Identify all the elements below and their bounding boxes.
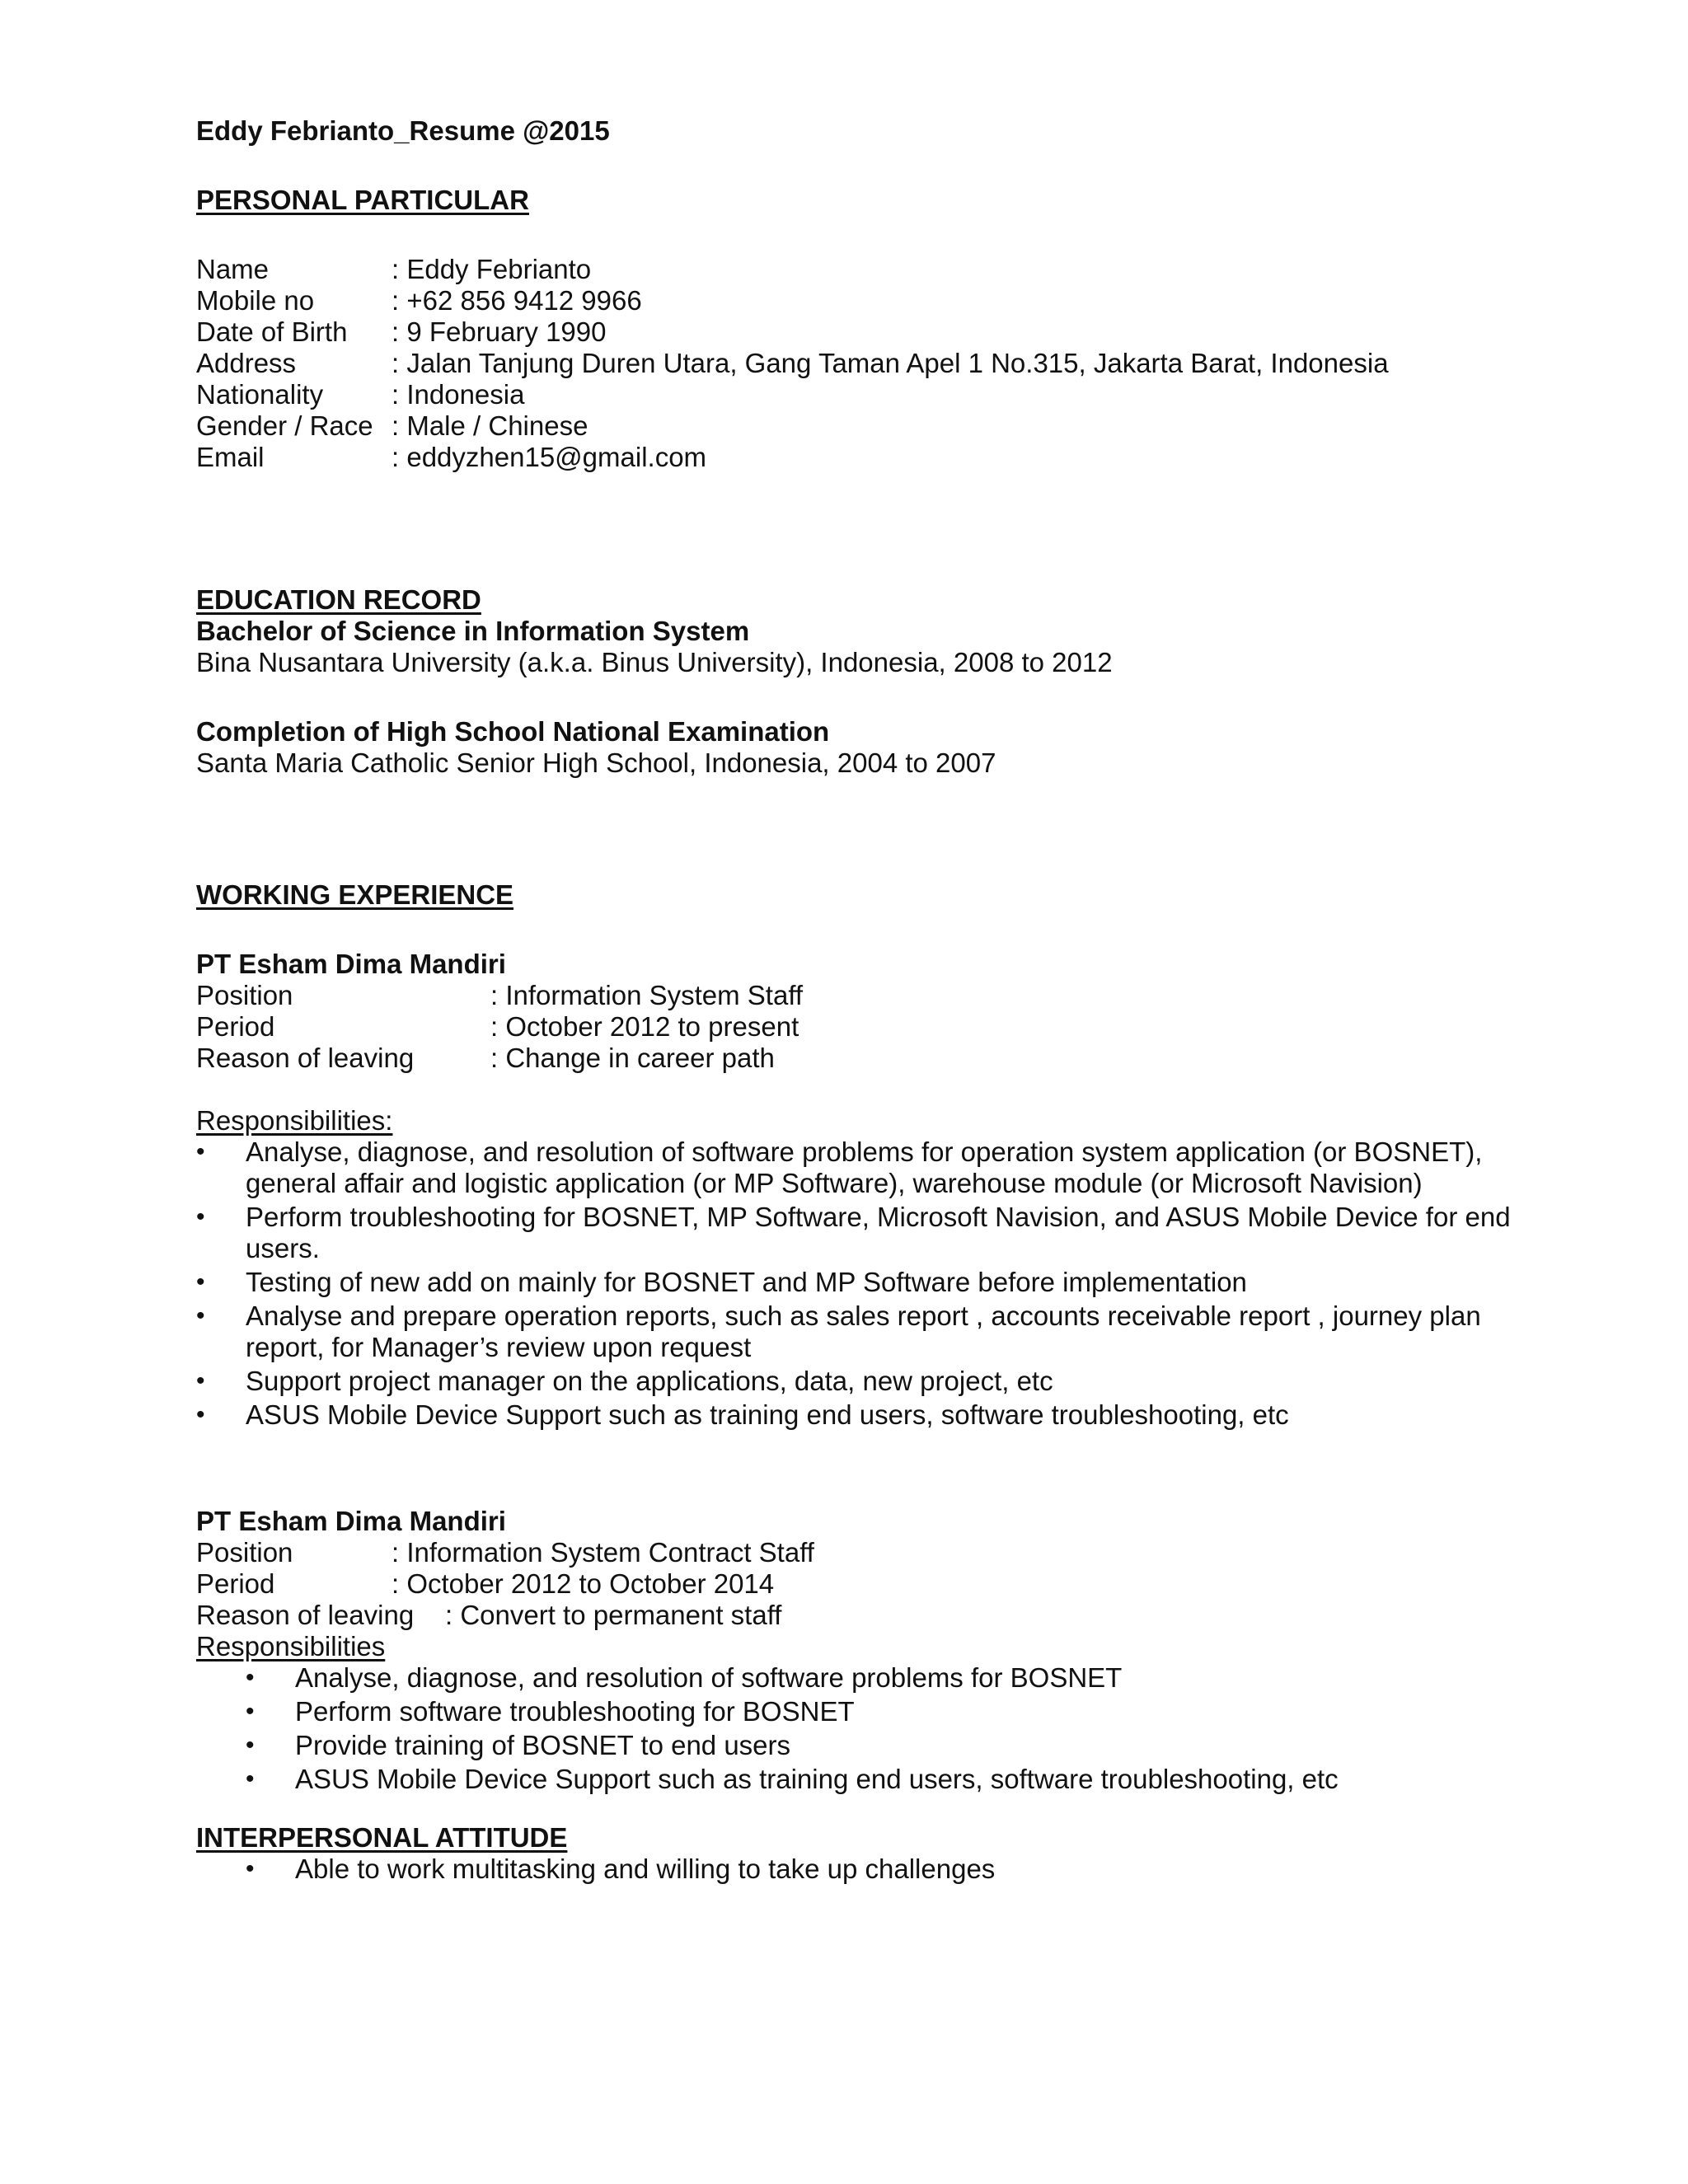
field-label: Mobile no bbox=[196, 285, 315, 316]
education-detail: Bina Nusantara University (a.k.a. Binus University), Indonesia, 2008 to 2012 bbox=[196, 647, 1113, 677]
field-label: Period bbox=[196, 1011, 275, 1042]
field-gender-race bbox=[196, 410, 1482, 442]
field-label: Position bbox=[196, 980, 293, 1010]
responsibilities-label: Responsibilities: bbox=[196, 1105, 393, 1136]
field-value: : eddyzhen15@gmail.com bbox=[392, 442, 1482, 473]
field-value: : Eddy Febrianto bbox=[392, 254, 1482, 285]
field-label: Reason of leaving bbox=[196, 1600, 415, 1630]
field-value: : Male / Chinese bbox=[392, 410, 1482, 442]
responsibilities-list bbox=[196, 1137, 1511, 1431]
field-value: : +62 856 9412 9966 bbox=[392, 285, 1482, 316]
field-mobile bbox=[196, 285, 1482, 316]
list-item: • ASUS Mobile Device Support such as training end users, software troubleshooting, etc bbox=[196, 1399, 1511, 1431]
field-label: Email bbox=[196, 442, 265, 472]
field-label: Nationality bbox=[196, 379, 324, 410]
list-item: • Provide training of BOSNET to end users bbox=[246, 1730, 1511, 1761]
field-label: Reason of leaving bbox=[196, 1043, 415, 1073]
job-period bbox=[196, 1568, 1482, 1600]
field-address bbox=[196, 348, 1482, 379]
list-item: • Analyse, diagnose, and resolution of software problems for BOSNET bbox=[246, 1662, 1511, 1694]
field-value: : October 2012 to present bbox=[490, 1011, 1482, 1043]
field-email bbox=[196, 442, 1482, 473]
field-label: Period bbox=[196, 1568, 275, 1599]
field-label: Date of Birth bbox=[196, 316, 348, 347]
education-degree: Completion of High School National Examination bbox=[196, 716, 830, 747]
education-heading: EDUCATION RECORD bbox=[196, 584, 481, 615]
list-item: • Analyse and prepare operation reports, such as sales report , accounts receivable report , journey plan report, for Manager’s review upon request bbox=[196, 1301, 1511, 1363]
field-nationality bbox=[196, 379, 1482, 410]
personal-fields bbox=[196, 254, 1482, 473]
field-label: Name bbox=[196, 254, 270, 284]
field-value: : Information System Contract Staff bbox=[392, 1537, 1482, 1568]
education-detail: Santa Maria Catholic Senior High School, Indonesia, 2004 to 2007 bbox=[196, 748, 996, 778]
list-item: • Support project manager on the applications, data, new project, etc bbox=[196, 1366, 1511, 1397]
field-name bbox=[196, 254, 1482, 285]
list-item: • Analyse, diagnose, and resolution of software problems for operation system application (or BOSNET), general affair and logistic application (or MP Software), warehouse module (or Microsoft Navision) bbox=[196, 1137, 1511, 1199]
list-item: • Perform software troubleshooting for BOSNET bbox=[246, 1696, 1511, 1727]
field-value: : 9 February 1990 bbox=[392, 316, 1482, 348]
job-entry bbox=[196, 949, 1511, 1431]
responsibilities-label: Responsibilities bbox=[196, 1631, 386, 1661]
job-position bbox=[196, 1537, 1482, 1568]
job-company: PT Esham Dima Mandiri bbox=[196, 1506, 506, 1536]
field-value: : Jalan Tanjung Duren Utara, Gang Taman Apel 1 No.315, Jakarta Barat, Indonesia bbox=[392, 348, 1482, 379]
job-company: PT Esham Dima Mandiri bbox=[196, 949, 506, 979]
document-title: Eddy Febrianto_Resume @2015 bbox=[196, 115, 610, 146]
list-item: • ASUS Mobile Device Support such as training end users, software troubleshooting, etc bbox=[246, 1764, 1511, 1795]
resume-content bbox=[196, 115, 1511, 1887]
field-value: : Information System Staff bbox=[490, 980, 1482, 1011]
personal-heading: PERSONAL PARTICULAR bbox=[196, 185, 529, 215]
job-position bbox=[196, 980, 1482, 1011]
work-heading: WORKING EXPERIENCE bbox=[196, 879, 514, 910]
list-item: • Able to work multitasking and willing to take up challenges bbox=[246, 1854, 1511, 1885]
field-value: : Convert to permanent staff bbox=[445, 1600, 1482, 1631]
list-item: • Perform troubleshooting for BOSNET, MP Software, Microsoft Navision, and ASUS Mobile Device for end users. bbox=[196, 1202, 1511, 1264]
job-reason-of-leaving bbox=[196, 1043, 1482, 1074]
field-label: Position bbox=[196, 1537, 293, 1568]
job-entry bbox=[196, 1506, 1482, 1795]
field-value: : October 2012 to October 2014 bbox=[392, 1568, 1482, 1600]
field-label: Gender / Race bbox=[196, 410, 373, 441]
field-value: : Change in career path bbox=[490, 1043, 1482, 1074]
interpersonal-heading: INTERPERSONAL ATTITUDE bbox=[196, 1822, 568, 1853]
job-reason-of-leaving bbox=[196, 1600, 1482, 1631]
interpersonal-list bbox=[196, 1854, 1482, 1885]
field-date-of-birth bbox=[196, 316, 1482, 348]
job-period bbox=[196, 1011, 1482, 1043]
list-item: • Testing of new add on mainly for BOSNET and MP Software before implementation bbox=[196, 1267, 1511, 1298]
responsibilities-list bbox=[196, 1662, 1482, 1795]
field-label: Address bbox=[196, 348, 297, 378]
education-degree: Bachelor of Science in Information System bbox=[196, 616, 750, 646]
field-value: : Indonesia bbox=[392, 379, 1482, 410]
